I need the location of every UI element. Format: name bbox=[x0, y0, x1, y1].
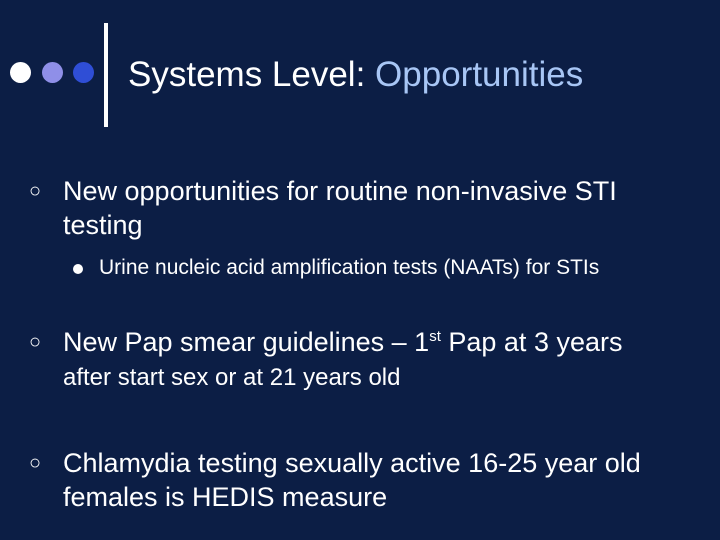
title-main: Systems Level: bbox=[128, 55, 376, 94]
sub-bullet-1-text: Urine nucleic acid amplification tests (NAATs) for STIs bbox=[99, 256, 600, 279]
dot-blue bbox=[73, 62, 94, 83]
bullet-1 bbox=[29, 174, 703, 242]
sub-bullet-1 bbox=[99, 254, 599, 282]
bullet-3-text: Chlamydia testing sexually active 16-25 year old females is HEDIS measure bbox=[63, 448, 641, 512]
dot-white bbox=[10, 62, 31, 83]
bullet-2 bbox=[29, 325, 703, 395]
hollow-bullet-icon: ○ bbox=[29, 452, 42, 474]
bullet-2-line2: after start sex or at 21 years old bbox=[63, 364, 401, 391]
slide-title bbox=[128, 55, 583, 95]
bullet-3 bbox=[29, 446, 703, 514]
title-accent: Opportunities bbox=[375, 55, 584, 94]
bullet-2-sup: st bbox=[429, 328, 441, 345]
bullet-1-text: New opportunities for routine non-invasive STI testing bbox=[63, 176, 617, 240]
bullet-2-text-a: New Pap smear guidelines – 1 bbox=[63, 327, 430, 357]
hollow-bullet-icon: ○ bbox=[29, 180, 42, 202]
hollow-bullet-icon: ○ bbox=[29, 331, 42, 353]
title-divider bbox=[104, 23, 108, 127]
bullet-2-text-b: Pap at 3 years bbox=[440, 327, 623, 357]
filled-bullet-icon bbox=[73, 264, 83, 274]
dot-lavender bbox=[42, 62, 63, 83]
